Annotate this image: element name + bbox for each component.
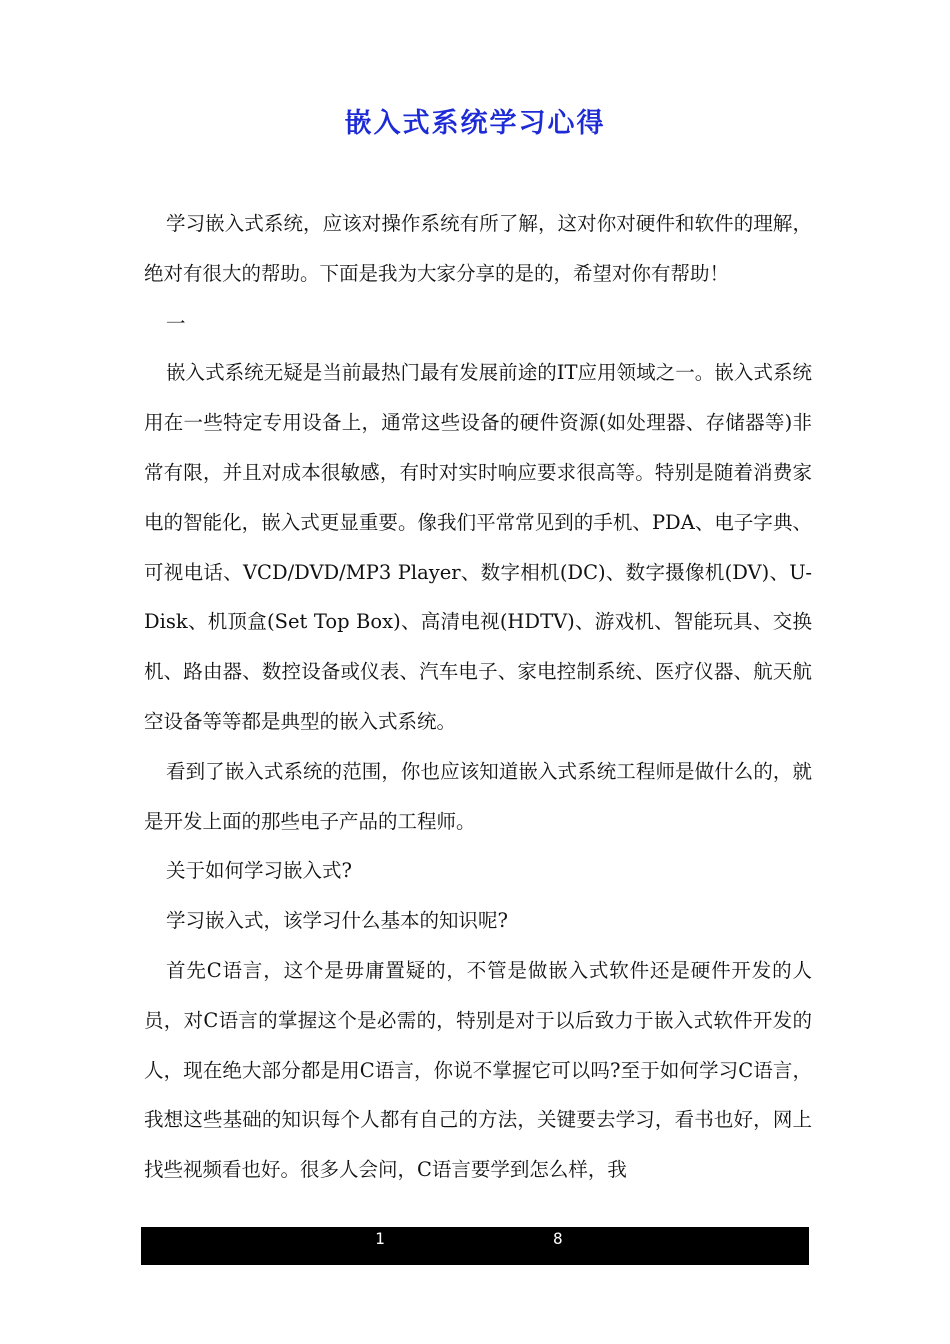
paragraph-section-marker: 一 xyxy=(166,311,186,335)
paragraph-c-language: 首先C语言，这个是毋庸置疑的，不管是做嵌入式软件还是硬件开发的人员，对C语言的掌握这个是必需的，特别是对于以后致力于嵌入式软件开发的人，现在绝大部分都是用C语言，你说不掌握它可以吗?至于如何学习C语言，我想这些基础的知识每个人都有自己的方法，关键要去学习，看书也好，网上找些视频看也好。很多人会问，C语言要学到怎么样，我 xyxy=(144,958,812,1182)
page-footer-bar xyxy=(141,1227,809,1265)
document-body xyxy=(144,199,812,1195)
document-title: 嵌入式系统学习心得 xyxy=(344,108,606,139)
paragraph-engineer-role: 看到了嵌入式系统的范围，你也应该知道嵌入式系统工程师是做什么的，就是开发上面的那些电子产品的工程师。 xyxy=(144,759,812,833)
paragraph-intro: 学习嵌入式系统，应该对操作系统有所了解，这对你对硬件和软件的理解，绝对有很大的帮助。下面是我为大家分享的是的，希望对你有帮助！ xyxy=(144,212,812,285)
paragraph-embedded-overview: 嵌入式系统无疑是当前最热门最有发展前途的IT应用领域之一。嵌入式系统用在一些特定专用设备上，通常这些设备的硬件资源(如处理器、存储器等)非常有限，并且对成本很敏感，有时对实时响应要求很高等。特别是随着消费家电的智能化，嵌入式更显重要。像我们平常常见到的手机、PDA、电子字典、可视电话、VCD/DVD/MP3 Player、数字相机(DC)、数字摄像机(DV)、U-Disk、机顶盒(Set Top Box)、高清电视(HDTV)、游戏机、智能玩具、交换机、路由器、数控设备或仪表、汽车电子、家电控制系统、医疗仪器、航天航空设备等等都是典型的嵌入式系统。 xyxy=(144,361,812,733)
page-number-total: 8 xyxy=(553,1229,563,1248)
page-number-current: 1 xyxy=(375,1229,385,1248)
paragraph-how-to-learn: 关于如何学习嵌入式? xyxy=(166,859,352,883)
paragraph-what-to-learn: 学习嵌入式，该学习什么基本的知识呢? xyxy=(166,909,508,933)
